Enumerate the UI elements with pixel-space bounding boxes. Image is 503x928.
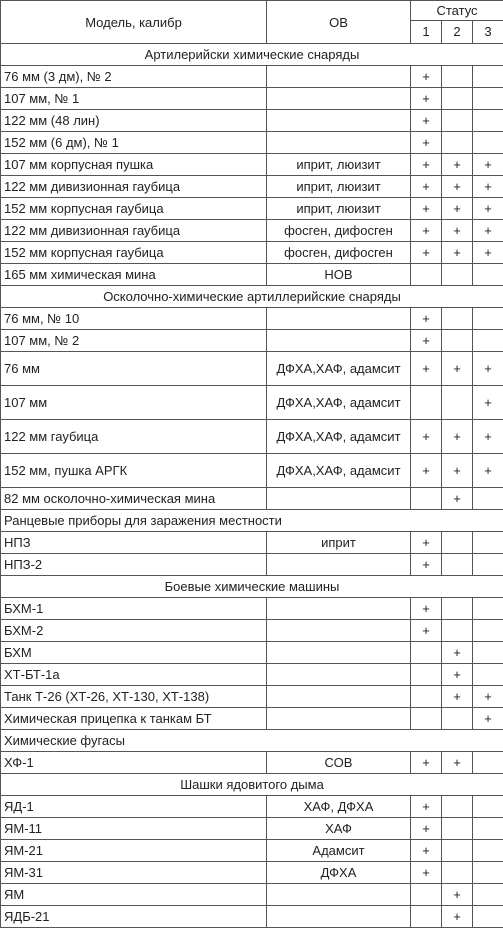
section-title: Шашки ядовитого дыма bbox=[1, 774, 503, 796]
cell-ov bbox=[267, 642, 411, 664]
cell-model: 152 мм, пушка АРГК bbox=[1, 454, 267, 488]
table-row bbox=[1, 264, 503, 286]
cell-status-3: + bbox=[473, 198, 503, 220]
cell-status-2 bbox=[442, 330, 473, 352]
cell-model: 107 мм корпусная пушка bbox=[1, 154, 267, 176]
cell-status-3: + bbox=[473, 708, 503, 730]
cell-status-2 bbox=[442, 532, 473, 554]
table-row bbox=[1, 598, 503, 620]
cell-status-2 bbox=[442, 308, 473, 330]
cell-model: 152 мм (6 дм), № 1 bbox=[1, 132, 267, 154]
cell-ov: иприт, люизит bbox=[267, 176, 411, 198]
cell-status-2: + bbox=[442, 220, 473, 242]
cell-status-1: + bbox=[411, 110, 442, 132]
cell-status-1: + bbox=[411, 796, 442, 818]
cell-status-2: + bbox=[442, 198, 473, 220]
cell-status-1: + bbox=[411, 840, 442, 862]
table-row bbox=[1, 66, 503, 88]
cell-model: 107 мм, № 1 bbox=[1, 88, 267, 110]
cell-model: 107 мм, № 2 bbox=[1, 330, 267, 352]
table-row bbox=[1, 220, 503, 242]
cell-ov bbox=[267, 66, 411, 88]
cell-ov bbox=[267, 708, 411, 730]
table-row bbox=[1, 708, 503, 730]
table-row bbox=[1, 796, 503, 818]
cell-model: 82 мм осколочно-химическая мина bbox=[1, 488, 267, 510]
table-row bbox=[1, 198, 503, 220]
cell-ov bbox=[267, 620, 411, 642]
cell-ov: ДФХА,ХАФ, адамсит bbox=[267, 454, 411, 488]
cell-status-3 bbox=[473, 88, 503, 110]
cell-model: ХФ-1 bbox=[1, 752, 267, 774]
cell-status-1 bbox=[411, 386, 442, 420]
cell-status-2: + bbox=[442, 420, 473, 454]
cell-status-2 bbox=[442, 818, 473, 840]
table-row bbox=[1, 620, 503, 642]
cell-status-2 bbox=[442, 88, 473, 110]
cell-status-3 bbox=[473, 488, 503, 510]
cell-status-3: + bbox=[473, 154, 503, 176]
section-title: Боевые химические машины bbox=[1, 576, 503, 598]
cell-ov: иприт, люизит bbox=[267, 154, 411, 176]
cell-ov bbox=[267, 132, 411, 154]
cell-ov bbox=[267, 330, 411, 352]
header-model: Модель, калибр bbox=[1, 1, 267, 44]
cell-ov: фосген, дифосген bbox=[267, 242, 411, 264]
cell-status-2 bbox=[442, 66, 473, 88]
header-status-2: 2 bbox=[442, 20, 473, 43]
cell-status-2: + bbox=[442, 642, 473, 664]
cell-status-1: + bbox=[411, 308, 442, 330]
cell-status-1: + bbox=[411, 454, 442, 488]
cell-status-3 bbox=[473, 554, 503, 576]
cell-status-1 bbox=[411, 884, 442, 906]
cell-status-3 bbox=[473, 110, 503, 132]
cell-ov: СОВ bbox=[267, 752, 411, 774]
table-row bbox=[1, 862, 503, 884]
cell-status-3 bbox=[473, 840, 503, 862]
table-row bbox=[1, 642, 503, 664]
cell-status-3 bbox=[473, 906, 503, 928]
table-body bbox=[1, 44, 503, 928]
cell-status-2 bbox=[442, 264, 473, 286]
cell-ov bbox=[267, 488, 411, 510]
cell-model: ЯМ-11 bbox=[1, 818, 267, 840]
table-row bbox=[1, 176, 503, 198]
cell-status-3: + bbox=[473, 386, 503, 420]
section-header-row bbox=[1, 774, 503, 796]
cell-ov bbox=[267, 884, 411, 906]
cell-status-2 bbox=[442, 620, 473, 642]
cell-status-2 bbox=[442, 796, 473, 818]
cell-status-3 bbox=[473, 620, 503, 642]
cell-status-3: + bbox=[473, 242, 503, 264]
section-header-row bbox=[1, 510, 503, 532]
table-row bbox=[1, 664, 503, 686]
cell-status-3 bbox=[473, 862, 503, 884]
cell-model: 76 мм, № 10 bbox=[1, 308, 267, 330]
section-header-row bbox=[1, 576, 503, 598]
cell-model: БХМ-1 bbox=[1, 598, 267, 620]
cell-status-1: + bbox=[411, 420, 442, 454]
cell-ov: Адамсит bbox=[267, 840, 411, 862]
cell-ov bbox=[267, 308, 411, 330]
cell-ov: иприт, люизит bbox=[267, 198, 411, 220]
cell-status-1 bbox=[411, 264, 442, 286]
table-row bbox=[1, 906, 503, 928]
cell-status-3 bbox=[473, 66, 503, 88]
cell-ov bbox=[267, 598, 411, 620]
table-row bbox=[1, 110, 503, 132]
cell-status-2 bbox=[442, 708, 473, 730]
cell-model: ЯМ-21 bbox=[1, 840, 267, 862]
cell-model: БХМ-2 bbox=[1, 620, 267, 642]
table-row bbox=[1, 488, 503, 510]
cell-model: ЯМ bbox=[1, 884, 267, 906]
cell-model: Танк Т-26 (ХТ-26, ХТ-130, ХТ-138) bbox=[1, 686, 267, 708]
cell-status-3 bbox=[473, 598, 503, 620]
cell-model: 122 мм (48 лин) bbox=[1, 110, 267, 132]
cell-ov bbox=[267, 110, 411, 132]
cell-status-3 bbox=[473, 796, 503, 818]
cell-status-2: + bbox=[442, 884, 473, 906]
table-row bbox=[1, 554, 503, 576]
cell-status-1: + bbox=[411, 242, 442, 264]
cell-model: Химическая прицепка к танкам БТ bbox=[1, 708, 267, 730]
cell-status-1: + bbox=[411, 198, 442, 220]
cell-status-3 bbox=[473, 330, 503, 352]
cell-model: ХТ-БТ-1а bbox=[1, 664, 267, 686]
cell-model: 152 мм корпусная гаубица bbox=[1, 198, 267, 220]
cell-model: 152 мм корпусная гаубица bbox=[1, 242, 267, 264]
cell-model: 165 мм химическая мина bbox=[1, 264, 267, 286]
header-ov: ОВ bbox=[267, 1, 411, 44]
cell-model: 76 мм bbox=[1, 352, 267, 386]
cell-ov: фосген, дифосген bbox=[267, 220, 411, 242]
section-title: Артилерийски химические снаряды bbox=[1, 44, 503, 66]
cell-status-1 bbox=[411, 642, 442, 664]
cell-ov bbox=[267, 664, 411, 686]
cell-status-1: + bbox=[411, 66, 442, 88]
cell-model: ЯД-1 bbox=[1, 796, 267, 818]
cell-status-2 bbox=[442, 386, 473, 420]
cell-status-3 bbox=[473, 132, 503, 154]
cell-status-2: + bbox=[442, 752, 473, 774]
cell-status-1: + bbox=[411, 88, 442, 110]
cell-status-2 bbox=[442, 862, 473, 884]
table-row bbox=[1, 454, 503, 488]
cell-ov: ХАФ bbox=[267, 818, 411, 840]
cell-status-1 bbox=[411, 906, 442, 928]
cell-status-2: + bbox=[442, 906, 473, 928]
table-row bbox=[1, 330, 503, 352]
cell-status-3: + bbox=[473, 686, 503, 708]
cell-status-3: + bbox=[473, 220, 503, 242]
cell-model: БХМ bbox=[1, 642, 267, 664]
cell-ov: ДФХА,ХАФ, адамсит bbox=[267, 420, 411, 454]
table-row bbox=[1, 352, 503, 386]
cell-status-1: + bbox=[411, 818, 442, 840]
cell-model: 122 мм дивизионная гаубица bbox=[1, 176, 267, 198]
header-status: Статус bbox=[411, 1, 503, 21]
section-title: Осколочно-химические артиллерийские снаряды bbox=[1, 286, 503, 308]
table-row bbox=[1, 532, 503, 554]
cell-status-2: + bbox=[442, 664, 473, 686]
cell-status-1: + bbox=[411, 132, 442, 154]
cell-ov: иприт bbox=[267, 532, 411, 554]
cell-ov: НОВ bbox=[267, 264, 411, 286]
cell-status-3 bbox=[473, 752, 503, 774]
table-row bbox=[1, 386, 503, 420]
cell-status-2: + bbox=[442, 176, 473, 198]
cell-status-1 bbox=[411, 488, 442, 510]
cell-status-2: + bbox=[442, 352, 473, 386]
table-row bbox=[1, 308, 503, 330]
section-header-row bbox=[1, 286, 503, 308]
cell-status-1: + bbox=[411, 752, 442, 774]
cell-status-1: + bbox=[411, 154, 442, 176]
header-status-3: 3 bbox=[473, 20, 503, 43]
cell-ov bbox=[267, 554, 411, 576]
cell-model: НПЗ bbox=[1, 532, 267, 554]
cell-ov bbox=[267, 686, 411, 708]
cell-status-3: + bbox=[473, 176, 503, 198]
cell-model: 76 мм (3 дм), № 2 bbox=[1, 66, 267, 88]
section-header-row bbox=[1, 730, 503, 752]
cell-status-1: + bbox=[411, 532, 442, 554]
cell-status-1: + bbox=[411, 220, 442, 242]
cell-status-3 bbox=[473, 818, 503, 840]
table-row bbox=[1, 752, 503, 774]
cell-status-1 bbox=[411, 664, 442, 686]
cell-status-2: + bbox=[442, 454, 473, 488]
cell-status-1: + bbox=[411, 620, 442, 642]
cell-model: 122 мм гаубица bbox=[1, 420, 267, 454]
cell-status-2 bbox=[442, 132, 473, 154]
cell-status-2: + bbox=[442, 488, 473, 510]
cell-model: 122 мм дивизионная гаубица bbox=[1, 220, 267, 242]
cell-ov bbox=[267, 906, 411, 928]
table-row bbox=[1, 88, 503, 110]
section-title: Химические фугасы bbox=[1, 730, 503, 752]
table-row bbox=[1, 132, 503, 154]
cell-status-2 bbox=[442, 598, 473, 620]
cell-status-1: + bbox=[411, 176, 442, 198]
table-row bbox=[1, 884, 503, 906]
table-row bbox=[1, 420, 503, 454]
cell-status-1: + bbox=[411, 862, 442, 884]
table-row bbox=[1, 154, 503, 176]
header-status-1: 1 bbox=[411, 20, 442, 43]
table-row bbox=[1, 242, 503, 264]
cell-status-3 bbox=[473, 308, 503, 330]
cell-status-2 bbox=[442, 840, 473, 862]
cell-status-1: + bbox=[411, 352, 442, 386]
cell-ov: ДФХА,ХАФ, адамсит bbox=[267, 386, 411, 420]
cell-model: НПЗ-2 bbox=[1, 554, 267, 576]
cell-model: ЯДБ-21 bbox=[1, 906, 267, 928]
cell-ov: ДФХА,ХАФ, адамсит bbox=[267, 352, 411, 386]
cell-status-3: + bbox=[473, 420, 503, 454]
cell-status-3 bbox=[473, 532, 503, 554]
cell-status-3: + bbox=[473, 352, 503, 386]
table-row bbox=[1, 840, 503, 862]
cell-status-2: + bbox=[442, 686, 473, 708]
table-row bbox=[1, 686, 503, 708]
cell-model: ЯМ-31 bbox=[1, 862, 267, 884]
cell-status-2: + bbox=[442, 154, 473, 176]
cell-status-2 bbox=[442, 110, 473, 132]
section-header-row bbox=[1, 44, 503, 66]
cell-ov: ДФХА bbox=[267, 862, 411, 884]
table-row bbox=[1, 818, 503, 840]
cell-status-3 bbox=[473, 884, 503, 906]
cell-status-3: + bbox=[473, 454, 503, 488]
cell-status-1: + bbox=[411, 330, 442, 352]
cell-ov bbox=[267, 88, 411, 110]
cell-status-2: + bbox=[442, 242, 473, 264]
cell-status-1: + bbox=[411, 554, 442, 576]
cell-status-1 bbox=[411, 708, 442, 730]
cell-status-1 bbox=[411, 686, 442, 708]
cell-ov: ХАФ, ДФХА bbox=[267, 796, 411, 818]
cell-model: 107 мм bbox=[1, 386, 267, 420]
cell-status-3 bbox=[473, 264, 503, 286]
cell-status-1: + bbox=[411, 598, 442, 620]
cell-status-3 bbox=[473, 664, 503, 686]
cell-status-3 bbox=[473, 642, 503, 664]
cell-status-2 bbox=[442, 554, 473, 576]
section-title: Ранцевые приборы для заражения местности bbox=[1, 510, 503, 532]
